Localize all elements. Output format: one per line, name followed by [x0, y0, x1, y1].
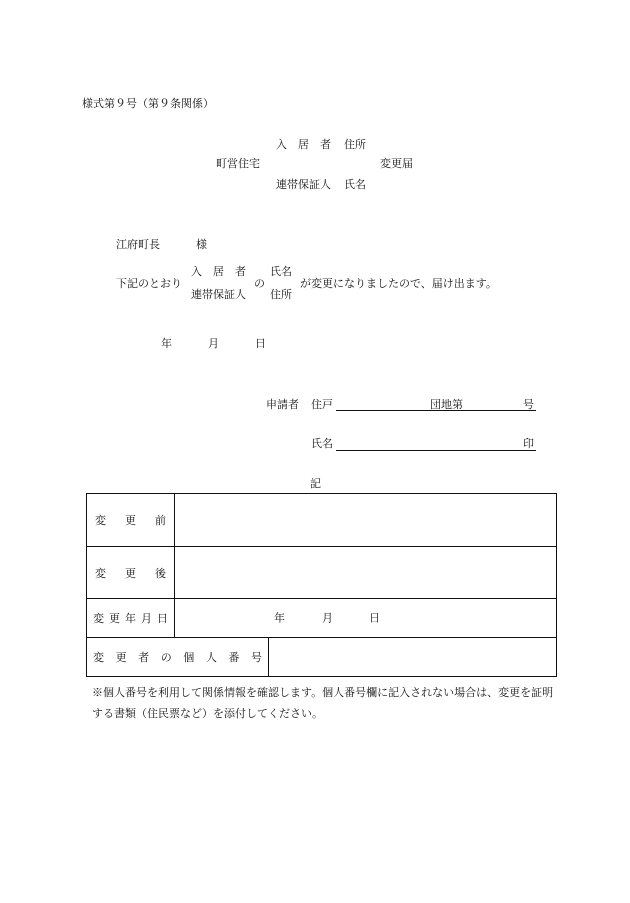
footnote: ※個人番号を利用して関係情報を確認します。個人番号欄に記入されない場合は、変更を証明する書類（住民票など）を添付してください。 [92, 686, 554, 720]
form-number: 様式第９号（第９条関係） [82, 97, 214, 110]
name-underline[interactable] [336, 450, 536, 451]
date-day-label: 日 [255, 337, 266, 350]
heading-address-label: 住所 [344, 138, 366, 151]
number-suffix: 号 [523, 398, 534, 411]
change-record-table [86, 493, 557, 677]
seal-mark: 印 [523, 437, 534, 450]
declaration-option-resident: 入 居 者 [191, 265, 246, 278]
table-row-before [87, 494, 557, 547]
before-label: 変更前 [87, 494, 175, 547]
change-date-year: 年 [274, 611, 285, 625]
date-year-label: 年 [161, 337, 172, 350]
heading-guarantor-label: 連帯保証人 [276, 178, 331, 191]
declaration-particle: の [254, 277, 265, 290]
change-date-cell[interactable] [175, 599, 557, 638]
table-row-after [87, 547, 557, 599]
change-date-day: 日 [369, 611, 380, 625]
declaration-field-name: 氏名 [270, 265, 292, 278]
declaration-field-address: 住所 [270, 288, 292, 301]
declaration-prefix: 下記のとおり [116, 277, 182, 290]
residence-label: 住戸 [311, 398, 333, 411]
before-value-cell[interactable] [175, 494, 557, 547]
applicant-name-label: 氏名 [311, 437, 333, 450]
table-row-date [87, 599, 557, 638]
block-label: 団地第 [430, 398, 463, 411]
change-date-month: 月 [322, 611, 333, 625]
after-value-cell[interactable] [175, 547, 557, 599]
ki-label: 記 [310, 477, 321, 490]
change-date-label: 変更年月日 [87, 599, 175, 638]
date-month-label: 月 [208, 337, 219, 350]
heading-change-notice: 変更届 [380, 157, 413, 170]
addressee-name: 江府町長 [116, 238, 160, 251]
heading-name-label: 氏名 [344, 178, 366, 191]
heading-town-housing: 町営住宅 [216, 157, 260, 170]
addressee-honorific: 様 [196, 238, 207, 251]
declaration-option-guarantor: 連帯保証人 [191, 288, 246, 301]
declaration-suffix: が変更になりましたので、届け出ます。 [300, 277, 497, 290]
applicant-label: 申請者 [266, 398, 299, 411]
table-row-mynumber [87, 638, 557, 677]
mynumber-value-cell[interactable] [269, 638, 557, 677]
after-label: 変更後 [87, 547, 175, 599]
heading-resident-label: 入 居 者 [276, 138, 331, 151]
mynumber-label: 変更者の個人番号 [87, 638, 269, 677]
